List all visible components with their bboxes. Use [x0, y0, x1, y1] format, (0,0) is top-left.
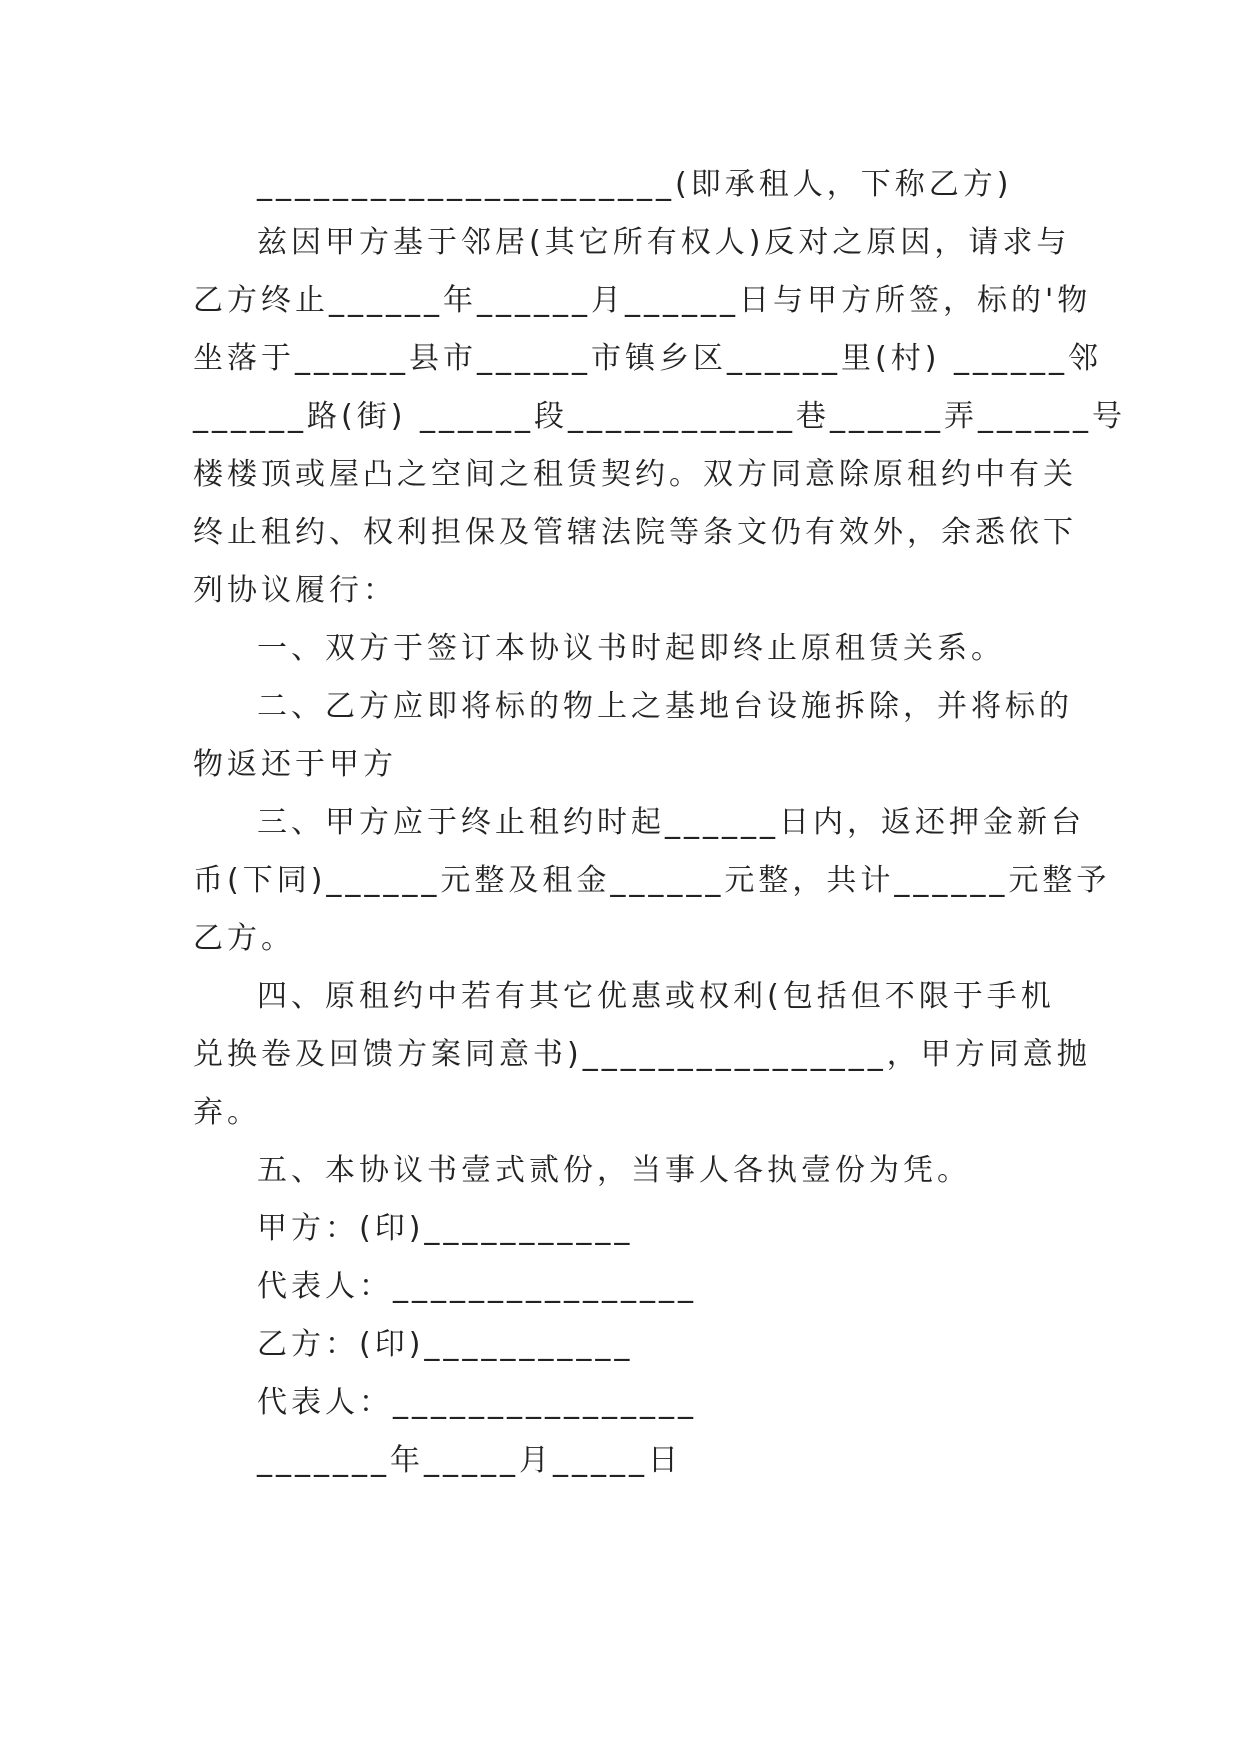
clause-3-cont: 乙方。 — [193, 921, 295, 956]
clause-4-cont: 兑换卷及回馈方案同意书)________________，甲方同意抛 — [193, 1037, 1091, 1072]
party-a-representative: 代表人：________________ — [257, 1269, 697, 1304]
clause-4: 四、原租约中若有其它优惠或权利(包括但不限于手机 — [257, 979, 1055, 1014]
party-a-seal: 甲方：(印)___________ — [257, 1211, 634, 1246]
clause-3-cont: 币(下同)______元整及租金______元整，共计______元整予 — [193, 863, 1111, 898]
clause-5: 五、本协议书壹式贰份，当事人各执壹份为凭。 — [257, 1153, 971, 1188]
paragraph-line: 乙方终止______年______月______日与甲方所签，标的'物 — [193, 283, 1092, 318]
document-body — [193, 156, 1126, 1490]
signing-date: _______年_____月_____日 — [257, 1443, 682, 1478]
paragraph-line: 列协议履行： — [193, 573, 397, 608]
clause-1: 一、双方于签订本协议书时起即终止原租赁关系。 — [257, 631, 1005, 666]
paragraph-line: 楼楼顶或屋凸之空间之租赁契约。双方同意除原租约中有关 — [193, 457, 1077, 492]
paragraph-line: 终止租约、权利担保及管辖法院等条文仍有效外，余悉依下 — [193, 515, 1077, 550]
clause-2: 二、乙方应即将标的物上之基地台设施拆除，并将标的 — [257, 689, 1073, 724]
paragraph-line: 坐落于______县市______市镇乡区______里(村) ______邻 — [193, 341, 1102, 376]
party-b-representative: 代表人：________________ — [257, 1385, 697, 1420]
party-b-seal: 乙方：(印)___________ — [257, 1327, 634, 1362]
clause-3: 三、甲方应于终止租约时起______日内，返还押金新台 — [257, 805, 1085, 840]
paragraph-line: 兹因甲方基于邻居(其它所有权人)反对之原因，请求与 — [257, 225, 1071, 260]
clause-4-cont: 弃。 — [193, 1095, 261, 1130]
paragraph-line: ______路(街) ______段____________巷______弄______号 — [193, 399, 1126, 434]
lessee-line: ______________________(即承租人，下称乙方) — [257, 167, 1013, 202]
clause-2-cont: 物返还于甲方 — [193, 747, 397, 782]
